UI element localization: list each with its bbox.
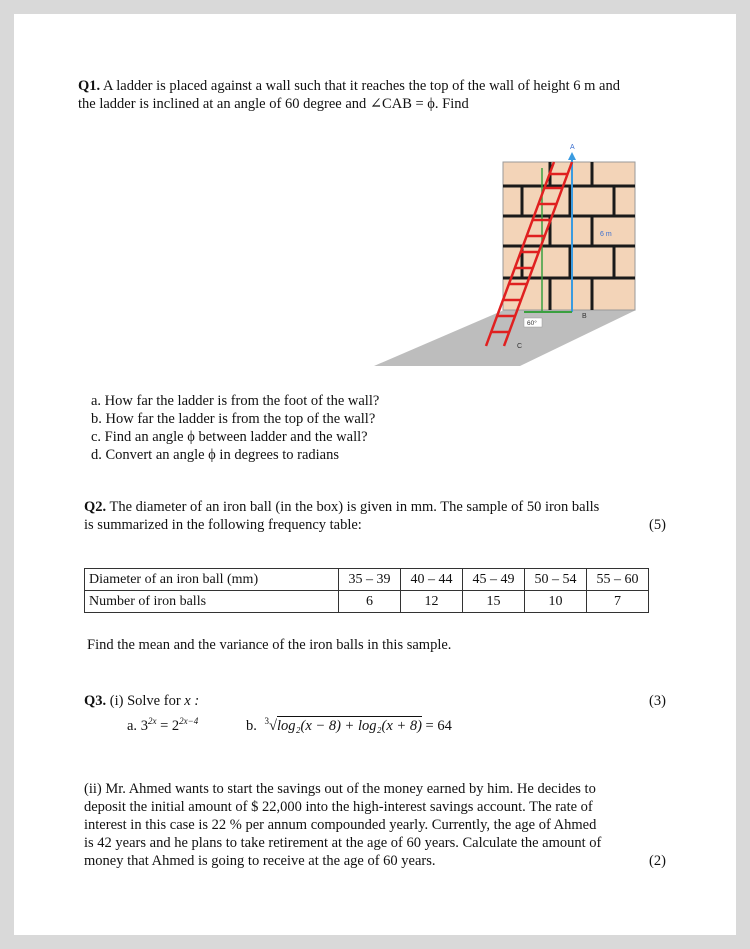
q3-marks-ii: (2): [649, 853, 666, 869]
ground-shadow: [374, 310, 636, 366]
q1-text-1: A ladder is placed against a wall such that it reaches the top of the wall of height 6 m and: [100, 78, 620, 94]
q3-part-i: (i) Solve for: [106, 693, 185, 709]
q3-eq-b: [246, 712, 452, 735]
q2-line1: [84, 498, 599, 516]
freq-cell: 12: [401, 591, 463, 613]
point-b-label: B: [582, 313, 587, 320]
worksheet-page: [14, 14, 736, 935]
q1-part-b: b. How far the ladder is from the top of the wall?: [91, 411, 376, 427]
table-row: [85, 591, 649, 613]
q3-marks-i: (3): [649, 693, 666, 709]
q1-line1: [78, 77, 620, 95]
root-index: 3: [264, 716, 269, 726]
q1-part-a: a. How far the ladder is from the foot of the wall?: [91, 393, 380, 409]
point-a-label: A: [570, 144, 575, 151]
eq-b-radicand: log₂(x − 8) + log₂(x + 8): [276, 718, 422, 734]
height-label: 6 m: [600, 231, 612, 238]
q1-part-d: d. Convert an angle ϕ in degrees to radians: [91, 447, 340, 463]
class-cell: 35 – 39: [339, 569, 401, 591]
q2-label: Q2.: [84, 499, 107, 515]
freq-cell: 7: [587, 591, 649, 613]
eq-a-base: 3: [140, 718, 148, 734]
class-cell: 45 – 49: [463, 569, 525, 591]
table-row: [85, 569, 649, 591]
frequency-table: [84, 568, 649, 613]
eq-a-label: a.: [127, 718, 138, 734]
q3-ii-line3: interest in this case is 22 % per annum compounded yearly. Currently, the age of Ahmed: [84, 817, 597, 833]
q3-eq-a: [127, 712, 198, 735]
q2-marks: (5): [649, 517, 666, 533]
q1-part-c: c. Find an angle ϕ between ladder and the wall?: [91, 429, 368, 445]
freq-cell: 6: [339, 591, 401, 613]
q3-ii-line4: is 42 years and he plans to take retirement at the age of 60 years. Calculate the amount of: [84, 835, 602, 851]
class-cell: 55 – 60: [587, 569, 649, 591]
q3-variable: x :: [184, 693, 200, 709]
freq-cell: 10: [525, 591, 587, 613]
eq-a-lhs-exponent: 2x: [147, 716, 157, 726]
q1-label: Q1.: [78, 78, 101, 94]
freq-cell: 15: [463, 591, 525, 613]
q3-ii-line5: money that Ahmed is going to receive at the age of 60 years.: [84, 853, 436, 869]
row1-label: Diameter of an iron ball (mm): [85, 569, 339, 591]
class-cell: 50 – 54: [525, 569, 587, 591]
eq-b-label: b.: [246, 718, 257, 734]
q3-ii-line1: (ii) Mr. Ahmed wants to start the savings out of the money earned by him. He decides to: [84, 781, 596, 797]
q2-instruction: Find the mean and the variance of the iron balls in this sample.: [87, 637, 452, 653]
point-c-label: C: [517, 343, 523, 350]
row2-label: Number of iron balls: [85, 591, 339, 613]
eq-a-mid: = 2: [156, 718, 180, 734]
class-cell: 40 – 44: [401, 569, 463, 591]
ladder-wall-figure: [374, 136, 664, 368]
q2-text-1: The diameter of an iron ball (in the box) is given in mm. The sample of 50 iron balls: [106, 499, 600, 515]
q3-line1: [84, 692, 199, 710]
q1-line2: the ladder is inclined at an angle of 60 degree and ∠CAB = ϕ. Find: [78, 96, 469, 112]
q3-ii-line2: deposit the initial amount of $ 22,000 into the high-interest savings account. The rate of: [84, 799, 593, 815]
q3-label: Q3.: [84, 693, 107, 709]
eq-b-rhs: = 64: [421, 718, 452, 734]
radical-icon: √: [269, 718, 277, 734]
angle-label: 60°: [527, 320, 537, 327]
q2-line2: is summarized in the following frequency table:: [84, 517, 362, 533]
brick-wall: [503, 162, 635, 310]
height-arrow: [568, 152, 576, 160]
eq-a-rhs-exponent: 2x−4: [179, 716, 199, 726]
